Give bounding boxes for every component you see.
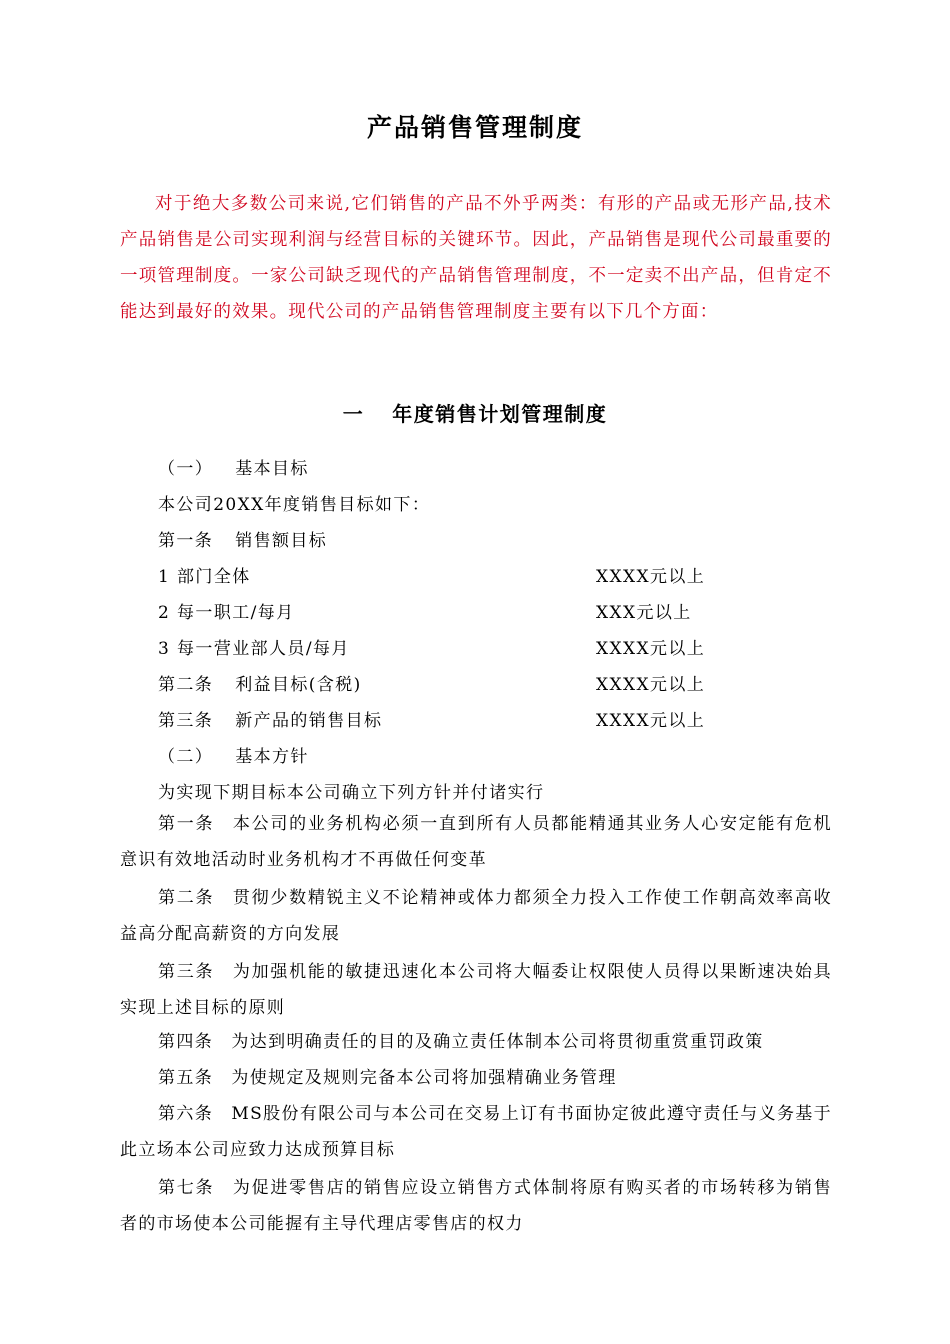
article-profit-target <box>158 670 362 695</box>
subsection-title: 基本方针 <box>235 747 309 767</box>
policy-article: 第三条 为加强机能的敏捷迅速化本公司将大幅委让权限使人员得以果断速决始具实现上述目标的原则 <box>120 962 832 1018</box>
subsection-basic-target <box>158 454 309 479</box>
article-title: 销售额目标 <box>235 531 328 551</box>
article-label: 第二条 <box>158 675 214 695</box>
target-item: 3 每一营业部人员/每月 <box>158 639 350 659</box>
target-item: 1 部门全体 <box>158 567 251 587</box>
article-title: 新产品的销售目标 <box>235 711 383 731</box>
policy-article: 第一条 本公司的业务机构必须一直到所有人员都能精通其业务人心安定能有危机意识有效地活动时业务机构才不再做任何变革 <box>120 814 832 870</box>
target-intro: 本公司20XX年度销售目标如下： <box>158 495 431 515</box>
subsection-label: （一） <box>158 459 214 479</box>
policy-article: 第四条 为达到明确责任的目的及确立责任体制本公司将贯彻重赏重罚政策 <box>158 1032 764 1052</box>
document-title: 产品销售管理制度 <box>366 113 583 142</box>
article-label: 第一条 <box>158 531 214 551</box>
intro-paragraph: 对于绝大多数公司来说,它们销售的产品不外乎两类：有形的产品或无形产品,技术产品销售是公司实现利润与经营目标的关键环节。因此，产品销售是现代公司最重要的一项管理制度。一家公司缺乏现代的产品销售管理制度，不一定卖不出产品，但肯定不能达到最好的效果。现代公司的产品销售管理制度主要有以下几个方面： <box>120 194 832 322</box>
article-sales-amount <box>158 526 327 551</box>
section-title: 年度销售计划管理制度 <box>392 402 608 426</box>
target-value: XXXX元以上 <box>596 567 706 587</box>
target-value: XXXX元以上 <box>596 639 706 659</box>
section-heading <box>0 398 950 427</box>
subsection-title: 基本目标 <box>235 459 309 479</box>
article-label: 第三条 <box>158 711 214 731</box>
policy-article: 第二条 贯彻少数精锐主义不论精神或体力都须全力投入工作使工作朝高效率高收益高分配高薪资的方向发展 <box>120 888 832 944</box>
article-title: 利益目标(含税) <box>235 675 362 695</box>
target-value: XXX元以上 <box>596 603 692 623</box>
policy-article: 第七条 为促进零售店的销售应设立销售方式体制将原有购买者的市场转移为销售者的市场使本公司能握有主导代理店零售店的权力 <box>120 1178 832 1234</box>
policy-article: 第六条 MS股份有限公司与本公司在交易上订有书面协定彼此遵守责任与义务基于此立场本公司应致力达成预算目标 <box>120 1104 833 1160</box>
subsection-label: （二） <box>158 747 214 767</box>
target-value: XXXX元以上 <box>596 675 706 695</box>
article-new-product-target <box>158 706 382 731</box>
policy-intro: 为实现下期目标本公司确立下列方针并付诸实行 <box>158 783 545 803</box>
policy-article: 第五条 为使规定及规则完备本公司将加强精确业务管理 <box>158 1068 617 1088</box>
section-number: 一 <box>342 402 365 426</box>
subsection-basic-policy <box>158 742 309 767</box>
target-value: XXXX元以上 <box>596 711 706 731</box>
target-item: 2 每一职工/每月 <box>158 603 295 623</box>
